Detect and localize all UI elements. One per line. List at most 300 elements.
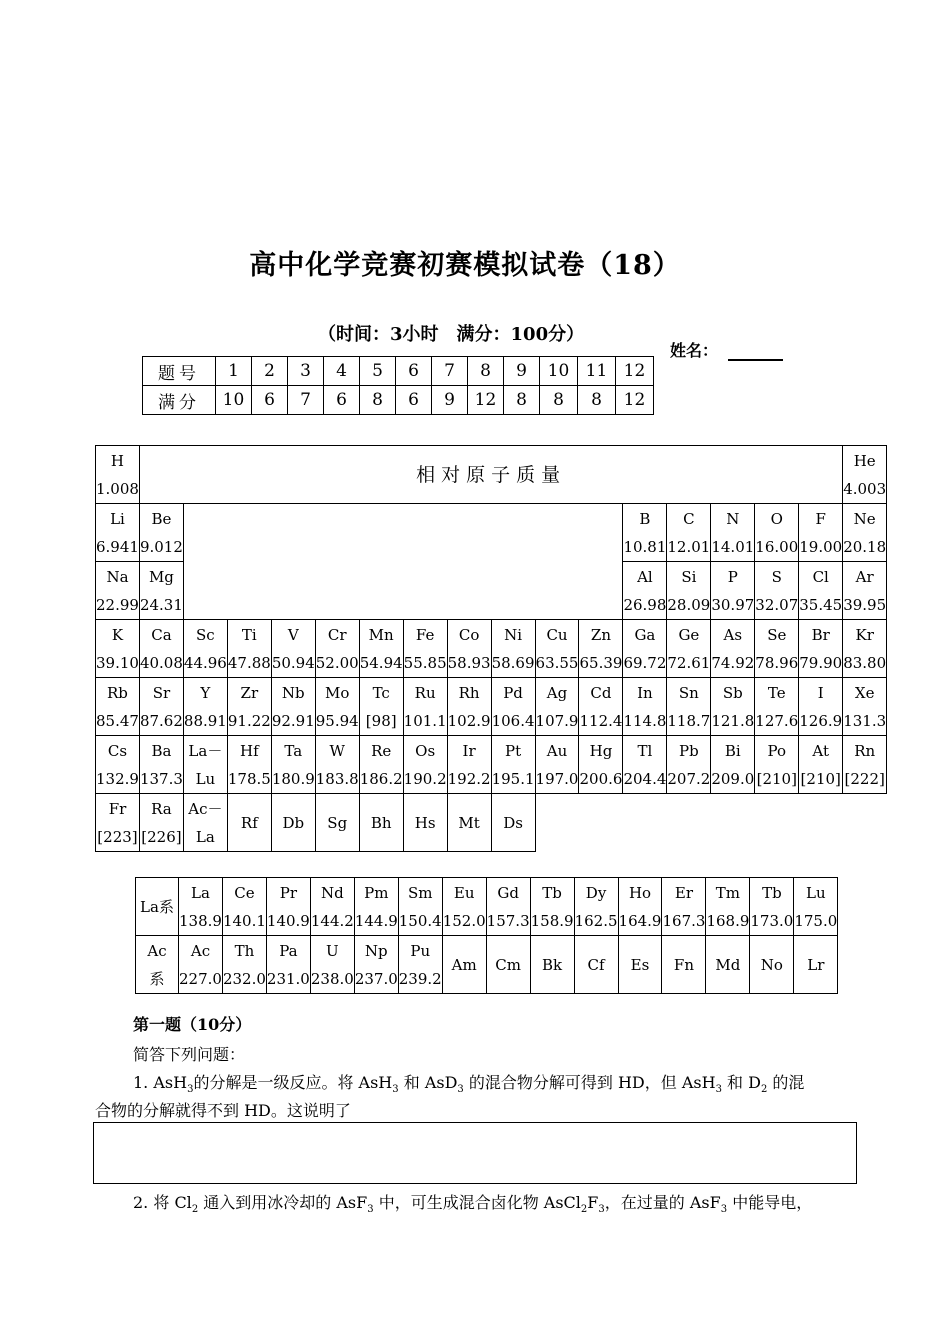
element-cell [491,678,535,736]
element-symbol: Rb [107,683,128,702]
element-mass: 6.941 [96,537,139,556]
page-title: 高中化学竞赛初赛模拟试卷（18） [249,250,681,281]
question-score: 8 [504,386,540,415]
element-mass: 4.003 [843,479,887,498]
element-cell [96,620,140,678]
element-mass: 28.09 [667,595,711,614]
element-mass: 114.8 [623,711,667,730]
element-cell [96,794,140,852]
element-symbol: Fe [415,625,435,644]
element-mass: 150.4 [398,911,442,930]
element-mass: 121.8 [711,711,755,730]
element-mass: 192.2 [447,769,491,788]
question-score: 8 [540,386,578,415]
question-number: 8 [468,357,504,386]
element-cell [706,936,750,994]
element-cell [486,936,530,994]
element-cell [96,562,140,620]
element-symbol: Pd [503,683,523,702]
question-number: 5 [360,357,396,386]
element-cell [530,936,574,994]
element-cell [491,736,535,794]
element-cell [447,794,491,852]
element-cell [266,936,310,994]
element-mass: 144.9 [354,911,398,930]
element-symbol: Bh [370,813,392,832]
element-cell [579,620,623,678]
element-cell [755,562,799,620]
element-mass: 200.6 [579,769,623,788]
element-mass: 131.3 [843,711,887,730]
name-blank[interactable] [728,344,783,361]
element-mass: 54.94 [359,653,403,672]
question-number: 1 [216,357,252,386]
element-cell [711,620,755,678]
question-score: 12 [468,386,504,415]
element-mass: 44.96 [183,653,227,672]
element-symbol: C [683,509,695,528]
element-symbol: Cm [495,955,521,974]
element-symbol: Ag [546,683,568,702]
element-symbol: Li [110,509,125,528]
element-symbol: Sr [152,683,171,702]
question-number: 12 [616,357,654,386]
element-cell [662,878,706,936]
element-cell [799,620,843,678]
element-mass: 167.3 [662,911,706,930]
periodic-table [95,445,887,852]
element-cell [354,936,398,994]
element-symbol: Na [106,567,129,586]
element-symbol: Nb [281,683,305,702]
element-mass: 32.07 [755,595,799,614]
element-mass: 26.98 [623,595,667,614]
element-symbol: He [853,451,876,470]
element-mass: 190.2 [403,769,447,788]
element-mass: 152.0 [442,911,486,930]
element-symbol: Es [630,955,650,974]
question-score: 8 [578,386,616,415]
element-mass: 58.69 [491,653,535,672]
element-mass: [210] [756,769,797,788]
element-mass: 239.2 [398,969,442,988]
element-mass: 58.93 [447,653,491,672]
element-cell [579,736,623,794]
element-cell [799,504,843,562]
element-symbol: Eu [453,883,475,902]
element-mass: 74.92 [711,653,755,672]
element-mass: 126.9 [799,711,843,730]
element-symbol: Pa [279,941,298,960]
element-cell [179,878,223,936]
element-mass: 40.08 [139,653,183,672]
question-number: 2 [252,357,288,386]
element-symbol: S [771,567,782,586]
element-symbol: Be [151,509,172,528]
element-symbol: Pu [410,941,431,960]
element-symbol: Tb [542,883,562,902]
element-cell [843,504,887,562]
score-table [142,356,654,415]
element-symbol: Mn [368,625,394,644]
element-symbol: B [639,509,651,528]
question-score: 10 [216,386,252,415]
element-symbol: K [111,625,124,644]
element-symbol: Cl [812,567,829,586]
element-mass: 164.9 [618,911,662,930]
element-symbol: N [726,509,740,528]
element-symbol: Pm [364,883,389,902]
element-mass: 144.2 [310,911,354,930]
element-symbol: Pr [279,883,298,902]
element-cell [139,620,183,678]
question-number: 6 [396,357,432,386]
element-cell [794,936,838,994]
element-cell [271,678,315,736]
question-number: 7 [432,357,468,386]
element-mass: 107.9 [535,711,579,730]
element-cell [623,678,667,736]
element-cell [706,878,750,936]
transition-gap [183,504,623,620]
element-mass: La [195,827,215,846]
element-mass: 30.97 [711,595,755,614]
element-cell [139,504,183,562]
element-symbol: Zr [240,683,259,702]
element-symbol: Mg [148,567,174,586]
element-symbol: U [326,941,339,960]
element-mass: 112.4 [579,711,623,730]
element-cell [266,878,310,936]
element-mass: 175.0 [794,911,838,930]
element-cell [227,736,271,794]
element-cell [843,678,887,736]
element-symbol: Xe [854,683,875,702]
element-symbol: Si [681,567,697,586]
element-mass: 186.2 [359,769,403,788]
question-heading: 第一题（10分） [133,1015,252,1034]
element-mass: 227.0 [179,969,222,988]
element-symbol: Sg [327,813,348,832]
element-symbol: Ho [628,883,652,902]
element-symbol: Ar [855,567,874,586]
element-mass: 35.45 [799,595,843,614]
element-mass: [98] [365,711,397,730]
element-cell [315,736,359,794]
element-symbol: La [191,883,210,902]
element-symbol: Te [767,683,786,702]
element-mass: 231.0 [266,969,310,988]
element-symbol: Ac [190,941,211,960]
question-score: 6 [324,386,360,415]
element-cell [359,794,403,852]
element-mass: 91.22 [227,711,271,730]
element-mass: 204.4 [623,769,667,788]
question-number: 11 [578,357,616,386]
element-cell [139,562,183,620]
element-symbol: Ga [634,625,656,644]
question-intro: 简答下列问题： [133,1045,246,1064]
element-mass: Lu [195,769,216,788]
element-mass: 69.72 [623,653,667,672]
element-symbol: Bi [724,741,741,760]
element-symbol: At [812,741,830,760]
element-symbol: Er [674,883,694,902]
element-symbol: Hf [240,741,259,760]
element-symbol: Th [234,941,255,960]
element-cell [535,620,579,678]
element-symbol: Ds [503,813,523,832]
element-cell [799,736,843,794]
name-label: 姓名： [670,341,719,360]
element-mass: 138.9 [179,911,222,930]
element-mass: 209.0 [711,769,755,788]
element-cell [310,878,354,936]
element-symbol: Tb [762,883,782,902]
element-cell [843,736,887,794]
element-symbol: Sn [678,683,699,702]
element-symbol: P [727,567,738,586]
element-cell [623,736,667,794]
element-mass: 72.61 [667,653,711,672]
element-symbol: Gd [497,883,519,902]
element-cell [491,620,535,678]
element-symbol: Fn [673,955,694,974]
element-cell [711,562,755,620]
element-symbol: Y [200,683,211,702]
element-cell [711,678,755,736]
element-symbol: Db [282,813,305,832]
element-mass: 65.39 [579,653,623,672]
element-cell [447,736,491,794]
element-symbol: Am [451,955,477,974]
element-mass: 238.0 [310,969,354,988]
element-cell [794,878,838,936]
element-cell [139,794,183,852]
element-mass: 39.10 [96,653,139,672]
element-cell [96,504,140,562]
element-symbol: Po [767,741,787,760]
element-cell [486,878,530,936]
question-number: 4 [324,357,360,386]
element-symbol: Cu [546,625,568,644]
element-mass: 14.01 [711,537,755,556]
element-symbol: Au [546,741,568,760]
element-mass: 173.0 [750,911,794,930]
lanthanide-actinide-table [135,877,838,994]
element-mass: 195.1 [491,769,535,788]
element-symbol: Mt [458,813,480,832]
element-mass: 50.94 [271,653,315,672]
question-number: 10 [540,357,578,386]
answer-box[interactable] [93,1122,857,1184]
element-cell [667,620,711,678]
element-mass: [210] [800,769,841,788]
element-symbol: Ra [151,799,172,818]
element-cell [315,678,359,736]
element-symbol: Md [715,955,741,974]
element-mass: 16.00 [755,537,799,556]
element-symbol: Rn [854,741,876,760]
element-mass: 88.91 [183,711,227,730]
element-cell [799,678,843,736]
element-symbol: Cs [107,741,128,760]
element-cell [755,504,799,562]
element-symbol: Cr [327,625,347,644]
element-cell [359,620,403,678]
element-cell [662,936,706,994]
element-cell [711,504,755,562]
element-symbol: Cf [587,955,605,974]
series-label-line: Ac [147,941,167,960]
element-cell [491,794,535,852]
element-cell [799,562,843,620]
element-mass: 197.0 [535,769,579,788]
element-mass: 83.80 [843,653,887,672]
element-cell [618,936,662,994]
element-symbol: Cd [590,683,612,702]
element-symbol: Tm [715,883,741,902]
exam-info: （时间：3小时 满分：100分） [318,324,585,345]
element-mass: 127.6 [755,711,799,730]
element-symbol: Bk [542,955,563,974]
element-mass: 102.9 [447,711,491,730]
series-label-line: 系 [149,969,165,988]
question-score: 6 [396,386,432,415]
element-mass: 24.31 [139,595,183,614]
element-symbol: Ir [462,741,476,760]
element-symbol: Mo [325,683,350,702]
element-mass: 1.008 [96,479,139,498]
element-symbol: Br [811,625,830,644]
element-cell [711,736,755,794]
element-mass: 168.9 [706,911,750,930]
element-symbol: Ta [284,741,303,760]
series-label: La系 [136,878,179,936]
element-cell [403,794,447,852]
element-cell [227,794,271,852]
element-symbol: O [770,509,783,528]
element-mass: 10.81 [623,537,667,556]
element-cell [755,678,799,736]
element-mass: 85.47 [96,711,139,730]
element-mass: 180.9 [271,769,315,788]
series-label [136,936,179,994]
element-cell [623,562,667,620]
element-cell [271,794,315,852]
element-cell [755,736,799,794]
element-symbol: Dy [585,883,607,902]
element-cell [403,620,447,678]
question-item-1-cont: 合物的分解就得不到 HD。这说明了 [95,1101,351,1120]
element-mass: 106.4 [491,711,535,730]
element-cell [96,446,140,504]
question-number: 9 [504,357,540,386]
element-symbol: Ru [414,683,436,702]
element-cell [667,678,711,736]
element-mass: 55.85 [403,653,447,672]
element-mass: 19.00 [799,537,843,556]
element-cell [579,678,623,736]
element-cell [96,736,140,794]
element-cell [315,620,359,678]
element-cell [530,878,574,936]
element-mass: 101.1 [403,711,447,730]
element-mass: 47.88 [227,653,271,672]
element-symbol: Hg [589,741,613,760]
element-cell [442,878,486,936]
element-cell [535,736,579,794]
element-cell [403,736,447,794]
element-symbol: Ca [151,625,172,644]
element-cell [750,936,794,994]
element-cell [574,936,618,994]
element-cell [222,878,266,936]
element-symbol: Lu [806,883,826,902]
element-symbol: Ne [853,509,876,528]
element-symbol: Tl [637,741,653,760]
question-item-2: 2. 将 $Cl_2$ 通入到用冰冷却的 AsF$_3$ 中，可生成混合卤化物 $AsCl_2F_3$，在过量的 AsF$_3$ 中能导电， [133,1193,813,1216]
score-row-label: 题号 [143,357,216,386]
element-cell [398,878,442,936]
element-symbol: W [329,741,345,760]
element-cell [667,736,711,794]
element-cell [271,736,315,794]
element-symbol: Ge [678,625,700,644]
element-mass: 183.8 [315,769,359,788]
name-field[interactable] [670,338,783,361]
element-cell [227,678,271,736]
element-mass: 22.99 [96,595,139,614]
element-mass: 207.2 [667,769,711,788]
element-symbol: Tc [372,683,390,702]
element-cell [359,736,403,794]
element-cell [183,620,227,678]
element-symbol: Rf [240,813,258,832]
element-cell [359,678,403,736]
question-score: 6 [252,386,288,415]
element-symbol: Sb [722,683,743,702]
element-cell [310,936,354,994]
element-cell [755,620,799,678]
element-cell [96,678,140,736]
element-mass: 9.012 [139,537,183,556]
element-symbol: La－ [188,741,223,760]
element-mass: 158.9 [530,911,574,930]
score-row-label: 满分 [143,386,216,415]
element-symbol: No [760,955,783,974]
element-symbol: Os [415,741,436,760]
element-mass: 78.96 [755,653,799,672]
element-cell [403,678,447,736]
element-cell [843,620,887,678]
element-symbol: Zn [590,625,611,644]
element-mass: 137.3 [139,769,183,788]
element-mass: 140.9 [266,911,310,930]
element-mass: 95.94 [315,711,359,730]
element-symbol: Rh [458,683,480,702]
element-cell [447,620,491,678]
empty-area [535,794,887,852]
element-mass: 87.62 [139,711,183,730]
element-symbol: Pb [679,741,699,760]
element-symbol: Lr [807,955,825,974]
element-symbol: Nd [320,883,344,902]
element-cell [843,446,887,504]
element-symbol: Ac－ [188,799,223,818]
question-score: 7 [288,386,324,415]
element-symbol: Al [637,567,653,586]
